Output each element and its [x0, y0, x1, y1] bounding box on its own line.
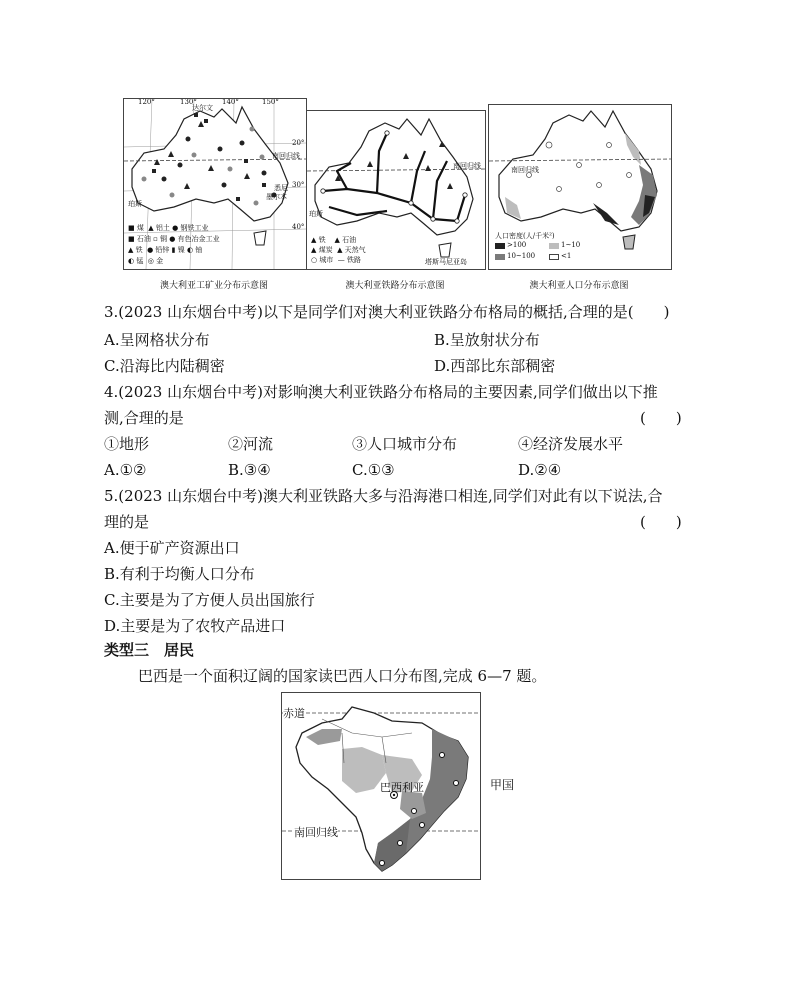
question-3-option-a: A.呈网格状分布 [104, 331, 210, 349]
section-title: 类型三 居民 [104, 641, 195, 659]
question-4-option-d: D.②④ [518, 461, 562, 479]
place-melbourne: 墨尔本 [266, 193, 287, 201]
question-5-stem-line2: 理的是 [104, 513, 150, 531]
question-3-option-d: D.西部比东部稠密 [434, 357, 556, 375]
legend-row: ○ 城市 — 铁路 [311, 256, 362, 264]
question-3-option-b: B.呈放射状分布 [434, 331, 540, 349]
mining-map [123, 98, 307, 270]
question-4-item-1: ①地形 [104, 435, 150, 453]
question-5-option-c: C.主要是为了方便人员出国旅行 [104, 591, 315, 609]
legend-title: 人口密度(人/千米²) [495, 232, 555, 240]
lon-label: 140° [222, 98, 239, 106]
question-4-answer-blank: ( ) [640, 409, 682, 427]
capital-label: 巴西利亚 [380, 781, 424, 794]
place-tropic: 南回归线 [453, 162, 481, 170]
question-4-option-a: A.①② [104, 461, 147, 479]
equator-label: 赤道 [283, 707, 305, 720]
legend-label: >100 [507, 241, 527, 249]
legend-swatch-low [549, 243, 559, 249]
place-tropic: 南回归线 [511, 166, 539, 174]
place-darwin: 达尔文 [192, 104, 213, 112]
question-4-item-3: ③人口城市分布 [352, 435, 458, 453]
legend-row: ■ 煤 ▲ 铝土 ● 钢铁工业 [128, 224, 209, 232]
legend-row: ◐ 锰 ◎ 金 [128, 257, 164, 265]
lat-label: 20° [292, 139, 305, 147]
railway-map [306, 110, 486, 270]
lon-label: 130° [180, 98, 197, 106]
legend-label: 1~10 [561, 241, 581, 249]
legend-swatch-verylow [549, 254, 559, 260]
lat-label: 40° [292, 223, 305, 231]
jia-country-label: 甲国 [490, 778, 515, 792]
legend-row: ■ 石油 ▫ 铜 ● 有色冶金工业 [128, 235, 220, 243]
question-4-stem: 4.(2023 山东烟台中考)对影响澳大利亚铁路分布格局的主要因素,同学们做出以下推 [104, 383, 658, 401]
population-map-caption: 澳大利亚人口分布示意图 [529, 281, 629, 291]
question-3-stem: 3.(2023 山东烟台中考)以下是同学们对澳大利亚铁路分布格局的概括,合理的是( ) [104, 303, 670, 321]
question-4-item-4: ④经济发展水平 [518, 435, 624, 453]
place-perth: 珀斯 [309, 210, 323, 218]
legend-row: ▲ 铁 ● 铅锌 ▮ 镍 ◐ 铀 [128, 246, 203, 254]
lon-label: 120° [138, 98, 155, 106]
section-intro: 巴西是一个面积辽阔的国家读巴西人口分布图,完成 6—7 题。 [138, 667, 547, 685]
question-3-option-c: C.沿海比内陆稠密 [104, 357, 225, 375]
question-4-option-c: C.①③ [352, 461, 395, 479]
question-5-option-b: B.有利于均衡人口分布 [104, 565, 255, 583]
place-tropic: 南回归线 [272, 152, 300, 160]
legend-swatch-high [495, 243, 505, 249]
question-4-item-2: ②河流 [228, 435, 274, 453]
tropic-label: 南回归线 [294, 826, 338, 839]
place-perth: 珀斯 [128, 200, 142, 208]
railway-map-caption: 澳大利亚铁路分布示意图 [345, 281, 445, 291]
legend-label: 10~100 [507, 252, 536, 260]
population-legend [495, 231, 605, 267]
question-5-stem: 5.(2023 山东烟台中考)澳大利亚铁路大多与沿海港口相连,同学们对此有以下说法,合 [104, 487, 663, 505]
lon-label: 150° [262, 98, 279, 106]
question-5-answer-blank: ( ) [640, 513, 682, 531]
place-sydney: 悉尼 [274, 184, 288, 192]
legend-row: ▲ 铁 ▲ 石油 [311, 236, 357, 244]
question-4-option-b: B.③④ [228, 461, 271, 479]
question-5-option-d: D.主要是为了农牧产品进口 [104, 617, 286, 635]
place-tasmania: 塔斯马尼亚岛 [425, 258, 467, 266]
mining-map-caption: 澳大利亚工矿业分布示意图 [159, 281, 268, 291]
question-4-stem-line2: 测,合理的是 [104, 409, 184, 427]
legend-row: ▲ 煤炭 ▲ 天然气 [311, 246, 366, 254]
legend-label: <1 [561, 252, 572, 260]
population-map [488, 104, 672, 270]
question-5-option-a: A.便于矿产资源出口 [104, 539, 240, 557]
brazil-map [281, 692, 481, 880]
legend-swatch-midhigh [495, 254, 505, 260]
lat-label: 30° [292, 181, 305, 189]
